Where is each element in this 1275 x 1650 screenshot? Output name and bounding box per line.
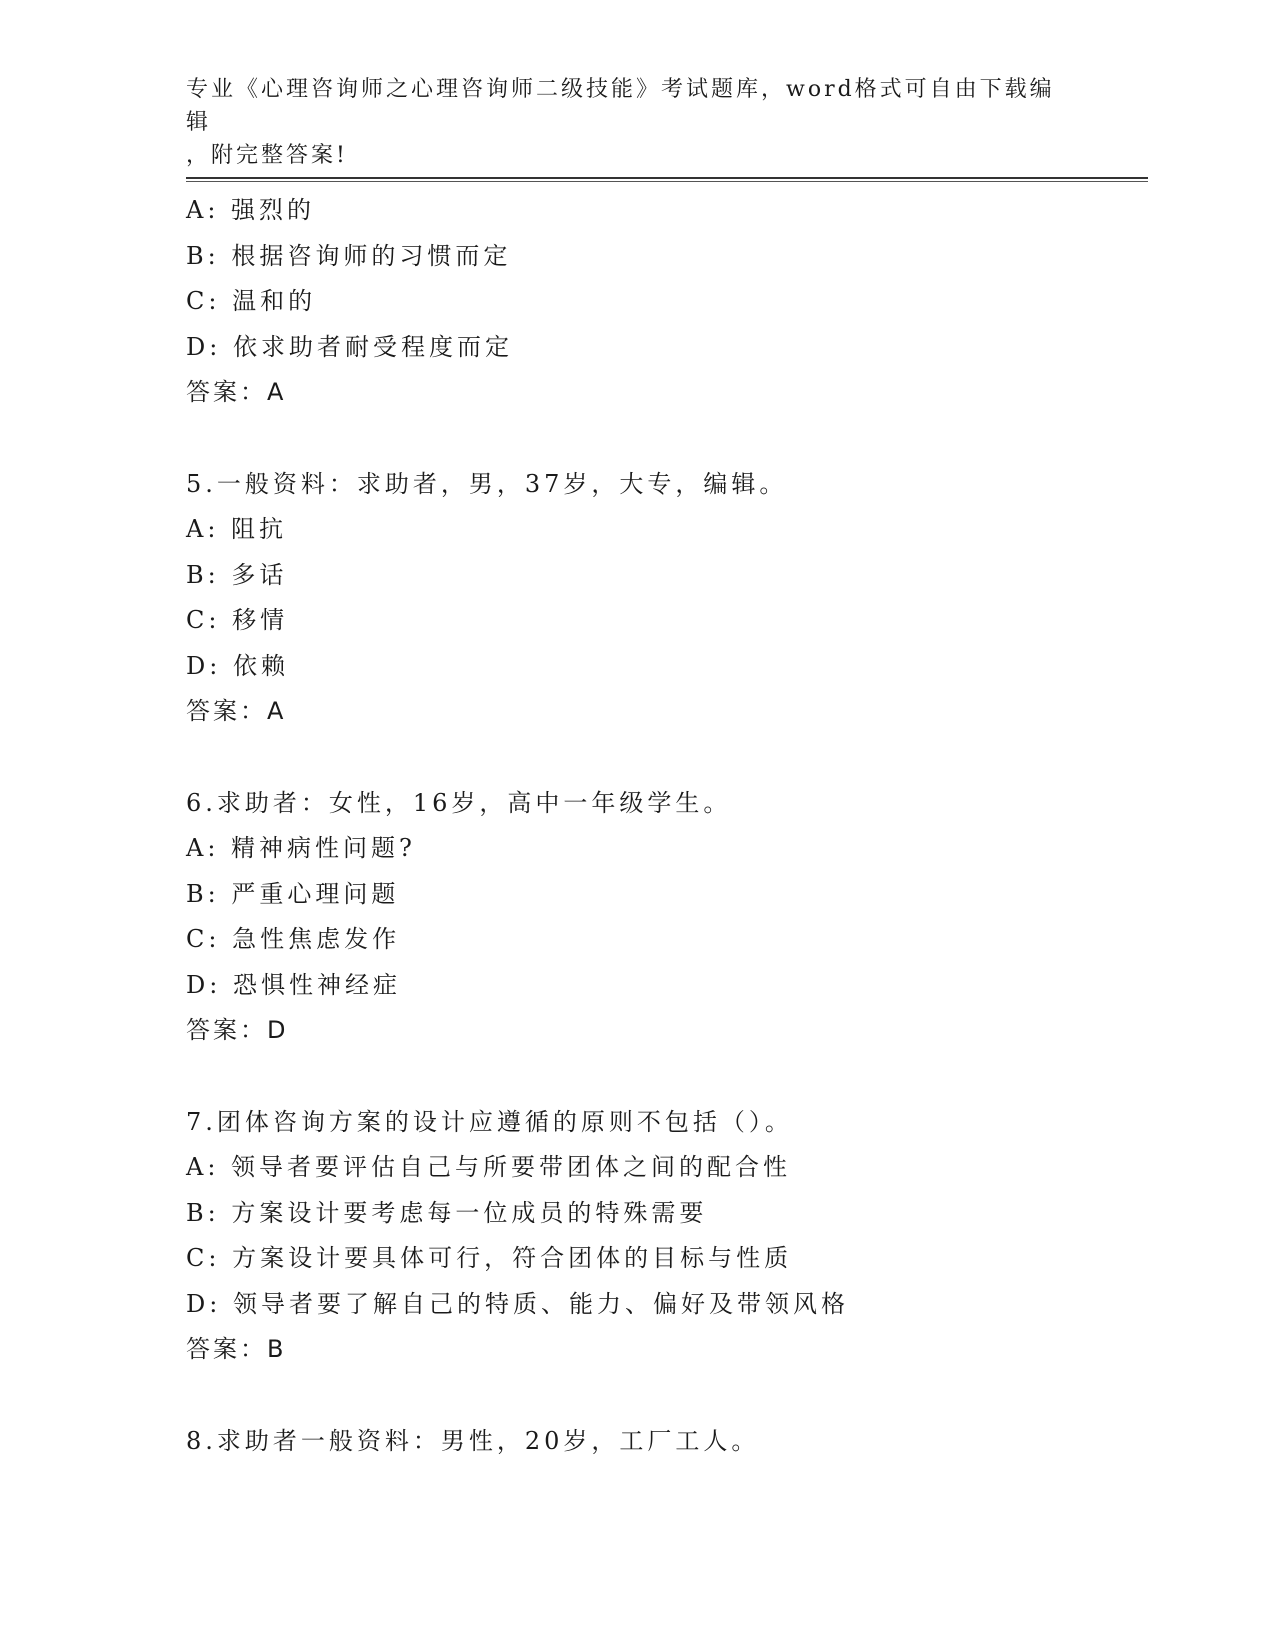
answer-line: 答案：A [186, 378, 287, 406]
option-a: A: 精神病性问题? [186, 834, 416, 862]
option-a: A: 领导者要评估自己与所要带团体之间的配合性 [186, 1153, 792, 1181]
option-d: D: 依赖 [186, 651, 289, 680]
spacer [186, 1373, 1146, 1419]
question-block-prev [186, 188, 1146, 416]
option-d: D: 恐惧性神经症 [186, 970, 401, 999]
answer-line: 答案：B [186, 1335, 287, 1363]
question-text: 6.求助者：女性，16岁，高中一年级学生。 [186, 788, 732, 817]
header-line-1: 专业《心理咨询师之心理咨询师二级技能》考试题库，word格式可自由下载编辑 [186, 77, 1055, 135]
header-line-2: ，附完整答案! [186, 143, 348, 168]
question-text: 5.一般资料：求助者，男，37岁，大专，编辑。 [186, 469, 788, 498]
option-a: A: 阻抗 [186, 515, 288, 543]
document-header [186, 73, 1066, 172]
question-block-6 [186, 781, 1146, 1054]
option-c: C: 急性焦虑发作 [186, 925, 401, 953]
option-c: C: 温和的 [186, 287, 317, 315]
option-d: D: 依求助者耐受程度而定 [186, 332, 513, 361]
question-list [186, 188, 1146, 1464]
spacer [186, 735, 1146, 781]
option-b: B: 方案设计要考虑每一位成员的特殊需要 [186, 1198, 708, 1227]
option-b: B: 根据咨询师的习惯而定 [186, 241, 512, 270]
spacer [186, 1054, 1146, 1100]
question-text: 8.求助者一般资料：男性，20岁，工厂工人。 [186, 1426, 760, 1455]
option-d: D: 领导者要了解自己的特质、能力、偏好及带领风格 [186, 1289, 849, 1318]
answer-line: 答案：D [186, 1016, 289, 1044]
spacer [186, 416, 1146, 462]
question-text: 7.团体咨询方案的设计应遵循的原则不包括（）。 [186, 1107, 793, 1136]
option-c: C: 移情 [186, 606, 289, 634]
header-divider-thin [186, 181, 1148, 182]
option-a: A: 强烈的 [186, 196, 316, 224]
question-block-8 [186, 1419, 1146, 1465]
question-block-5 [186, 462, 1146, 735]
option-b: B: 严重心理问题 [186, 879, 400, 908]
question-block-7 [186, 1100, 1146, 1373]
option-c: C: 方案设计要具体可行，符合团体的目标与性质 [186, 1244, 793, 1272]
header-divider-thick [186, 177, 1148, 179]
option-b: B: 多话 [186, 560, 288, 589]
answer-line: 答案：A [186, 697, 287, 725]
